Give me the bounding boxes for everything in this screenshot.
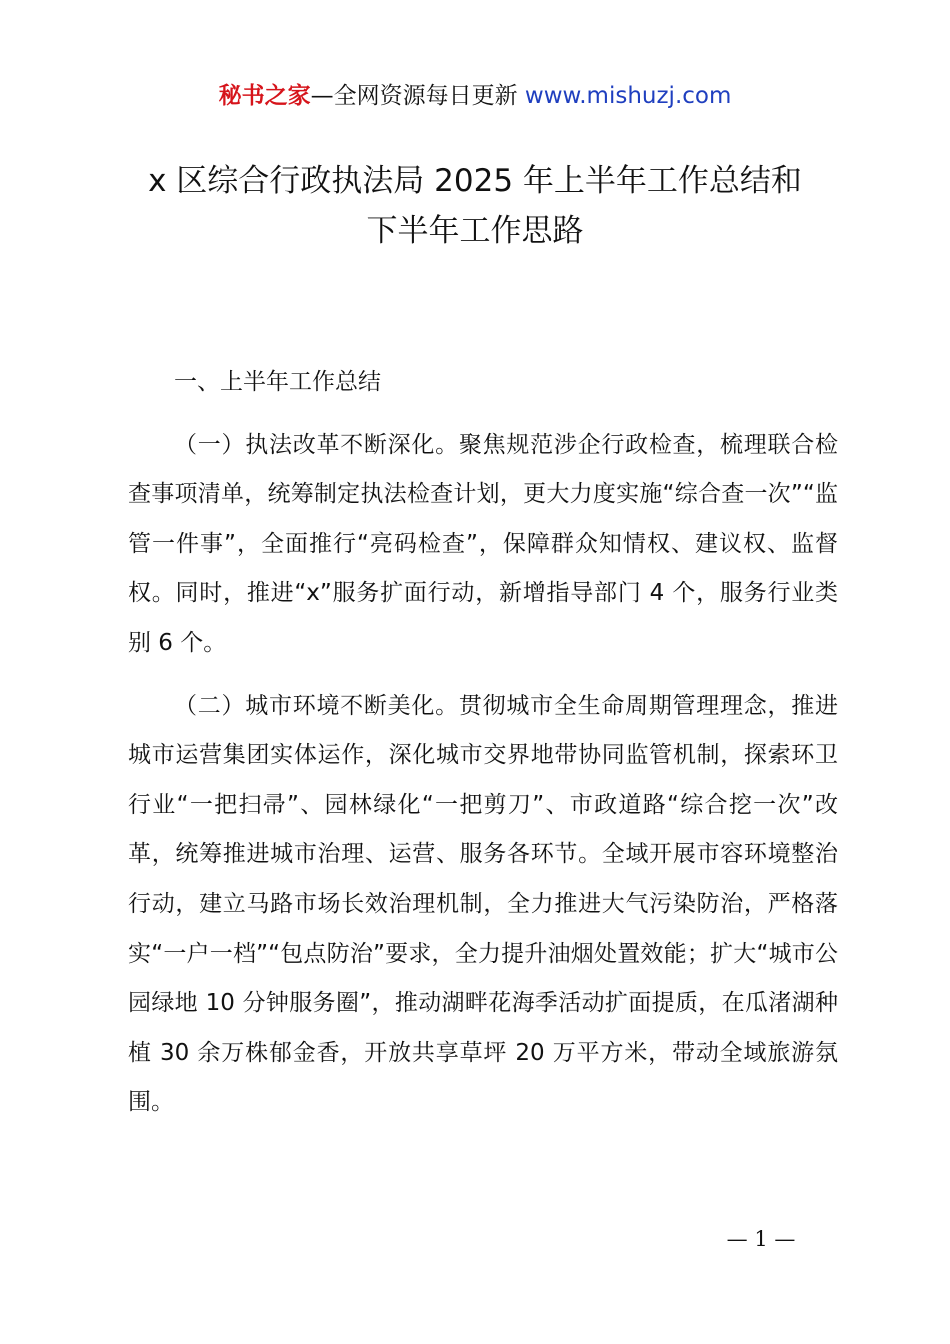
site-banner [0,80,950,112]
paragraph-2: （二）城市环境不断美化。贯彻城市全生命周期管理理念，推进城市运营集团实体运作，深化城市交界地带协同监管机制，探索环卫行业“一把扫帚”、园林绿化“一把剪刀”、市政道路“综合挖一次”改革，统筹推进城市治理、运营、服务各环节。全域开展市容环境整治行动，建立马路市场长效治理机制，全力推进大气污染防治，严格落实“一户一档”“包点防治”要求，全力提升油烟处置效能；扩大“城市公园绿地 10 分钟服务圈”，推动湖畔花海季活动扩面提质，在瓜渚湖种植 30 余万株郁金香，开放共享草坪 20 万平方米，带动全域旅游氛围。 [128,692,838,1116]
brand-name: 秘书之家 [218,83,311,109]
title-line-2: 下半年工作思路 [366,213,584,249]
paragraph-1: （一）执法改革不断深化。聚焦规范涉企行政检查，梳理联合检查事项清单，统筹制定执法检查计划，更大力度实施“综合查一次”“监管一件事”，全面推行“亮码检查”，保障群众知情权、建议权、监督权。同时，推进“x”服务扩面行动，新增指导部门 4 个，服务行业类别 6 个。 [128,431,838,656]
site-url-link[interactable]: www.mishuzj.com [524,83,732,109]
banner-tagline: —全网资源每日更新 [310,83,518,109]
title-line-1: x 区综合行政执法局 2025 年上半年工作总结和 [148,163,802,199]
section-heading: 一、上半年工作总结 [174,369,381,395]
page-number: — 1 — [726,1227,796,1251]
document-body [128,358,838,1128]
document-title [80,156,870,256]
